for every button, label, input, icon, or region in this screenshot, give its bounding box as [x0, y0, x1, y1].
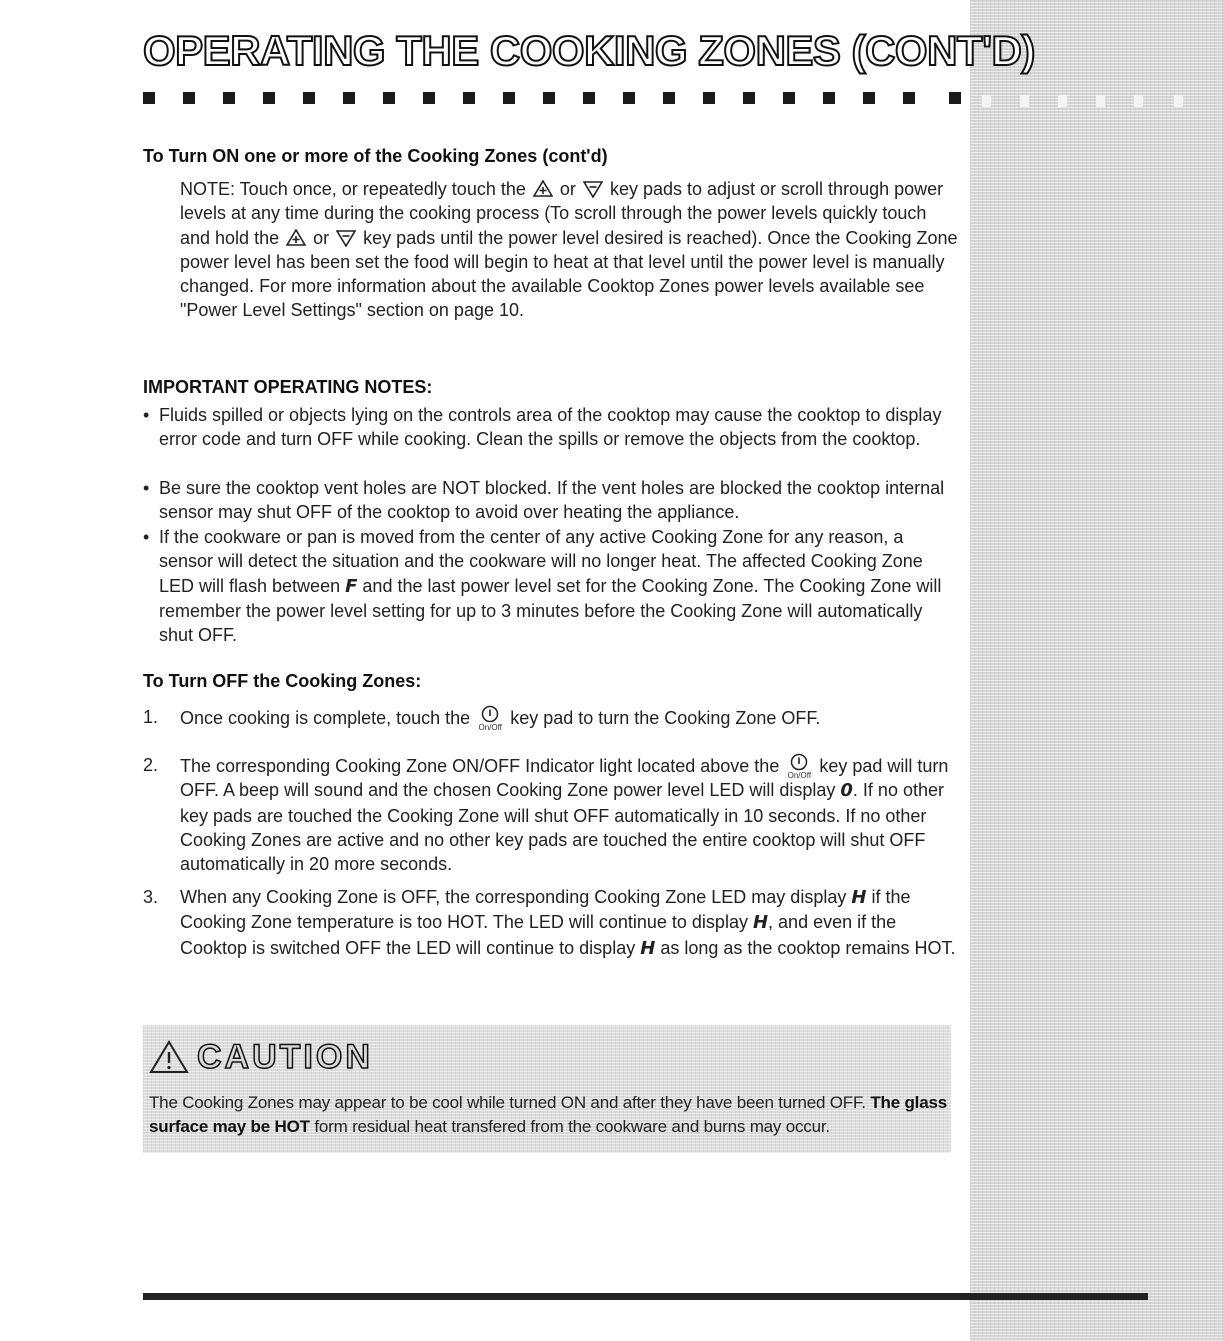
h-glyph: H	[752, 912, 769, 934]
bottom-rule	[143, 1293, 1148, 1300]
onoff-key	[477, 705, 503, 732]
turn-on-heading: To Turn ON one or more of the Cooking Zones (cont'd)	[143, 146, 608, 166]
note-text-1: NOTE: Touch once, or repeatedly touch the	[180, 179, 526, 199]
caution-text	[149, 1091, 949, 1139]
caution-text-bold: The glass surface may be HOT	[149, 1093, 947, 1136]
turn-on-note	[180, 177, 958, 323]
turn-off-step-1	[143, 705, 958, 730]
onoff-key	[786, 753, 812, 780]
onoff-sublabel: On/Off	[478, 723, 502, 732]
important-bullet-3	[143, 525, 958, 647]
note-or-2: or	[313, 227, 330, 248]
title-square-divider	[143, 92, 963, 106]
step-text-1: The corresponding Cooking Zone ON/OFF Indicator light located above the	[180, 756, 780, 776]
power-onoff-icon	[789, 753, 809, 771]
power-up-key-icon	[533, 180, 553, 198]
caution-label: CAUTION	[197, 1037, 373, 1076]
bullet-text: Fluids spilled or objects lying on the controls area of the cooktop may cause the cooktop to display error code and turn OFF while cooking. Clean the spills or remove the objects from the cooktop.	[159, 405, 942, 450]
h-glyph: H	[640, 937, 656, 959]
side-shaded-band	[970, 0, 1223, 1341]
step-text-2: key pad will turn OFF. A beep will sound and the chosen Cooking Zone power level LED will display	[180, 756, 949, 801]
zero-glyph: 0	[840, 780, 853, 802]
caution-box	[143, 1025, 951, 1153]
step-text-3: . If no other key pads are touched the Cooking Zone will shut OFF automatically in 10 seconds. If no other Cooking Zones are active and no other key pads are touched the entire cooktop will shut OFF automatically in 20 more seconds.	[180, 780, 944, 875]
step-text-2: key pad to turn the Cooking Zone OFF.	[510, 708, 821, 728]
flash-f-glyph: F	[345, 575, 358, 597]
power-down-key-icon	[336, 229, 356, 247]
power-onoff-icon	[480, 705, 500, 723]
caution-text-2: form residual heat transfered from the cookware and burns may occur.	[314, 1117, 830, 1136]
bullet-text: Be sure the cooktop vent holes are NOT blocked. If the vent holes are blocked the cooktop internal sensor may shut OFF of the cooktop to avoid over heating the appliance.	[159, 478, 945, 523]
onoff-sublabel: On/Off	[787, 771, 812, 780]
step-text-1: Once cooking is complete, touch the	[180, 708, 471, 728]
important-bullet-2	[143, 476, 958, 525]
page-title: OPERATING THE COOKING ZONES (CONT'D)	[143, 27, 1035, 74]
power-down-key-icon	[583, 180, 603, 198]
caution-text-1: The Cooking Zones may appear to be cool while turned ON and after they have been turned OFF.	[149, 1093, 866, 1112]
bullet-text-2: and the last power level set for the Cooking Zone. The Cooking Zone will remember the power level setting for up to 3 minutes before the Cooking Zone will automatically shut OFF.	[159, 575, 942, 646]
note-or-1: or	[559, 179, 576, 199]
turn-off-step-2	[143, 753, 958, 876]
step-text-4: as long as the cooktop remains HOT.	[660, 937, 956, 958]
bullet-text-1: If the cookware or pan is moved from the center of any active Cooking Zone for any reason, a sensor will detect the situation and the cookware will no longer heat. The affected Cooking Zone LED will flash between	[159, 527, 923, 596]
power-up-key-icon	[286, 229, 306, 247]
turn-off-heading: To Turn OFF the Cooking Zones:	[143, 671, 422, 691]
side-band-marks	[982, 95, 1212, 109]
important-heading: IMPORTANT OPERATING NOTES:	[143, 377, 433, 397]
warning-triangle-icon	[149, 1039, 189, 1075]
note-text-3: key pads until the power level desired is reached). Once the Cooking Zone power level has been set the food will begin to heat at that level until the power level is manually changed. For more information about the available Cooktop Zones power levels available see "Power Level Settings" section on page 10.	[180, 227, 958, 321]
bullet-symbol: •	[143, 478, 150, 498]
note-text-2: key pads to adjust or scroll through power levels at any time during the cooking process (To scroll through the power levels quickly touch and hold the	[180, 179, 944, 248]
important-bullet-1	[143, 403, 958, 452]
step-text-3: , and even if the Cooktop is switched OFF the LED will continue to display	[180, 912, 897, 958]
step-number: 3.	[143, 887, 159, 907]
h-glyph: H	[851, 887, 867, 908]
caution-title	[149, 1035, 373, 1079]
bullet-symbol: •	[143, 405, 150, 425]
step-text-2: if the Cooking Zone temperature is too HOT. The LED will continue to display	[180, 887, 911, 933]
turn-off-step-3	[143, 885, 958, 961]
step-number: 1.	[143, 707, 159, 727]
bullet-symbol: •	[143, 527, 150, 547]
step-number: 2.	[143, 755, 159, 775]
step-text-1: When any Cooking Zone is OFF, the corresponding Cooking Zone LED may display	[180, 887, 847, 907]
